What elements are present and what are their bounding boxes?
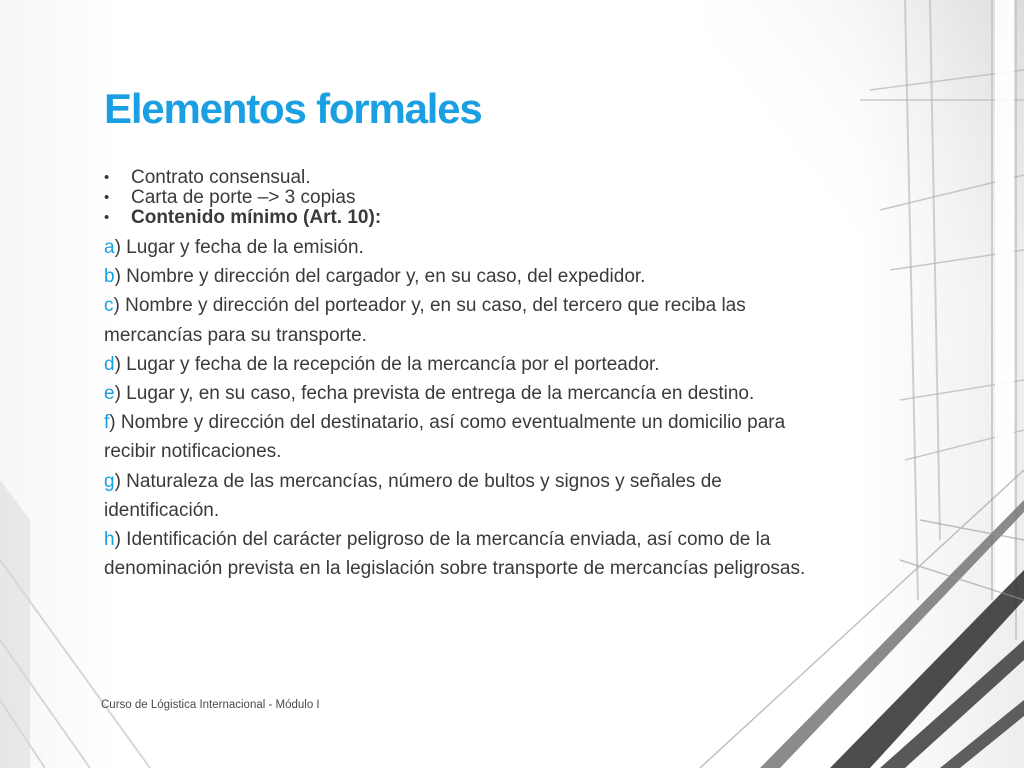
item-letter: c	[104, 295, 114, 317]
item-text: ) Nombre y dirección del cargador y, en su caso, del expedidor.	[114, 266, 646, 288]
bullet-dot-icon: •	[104, 189, 110, 206]
content-item	[104, 525, 824, 583]
bullet-list	[104, 168, 381, 228]
item-text: ) Nombre y dirección del destinatario, así como eventualmente un domicilio para recibir notificaciones.	[104, 412, 786, 463]
content-item	[104, 262, 824, 291]
bullet-item	[104, 168, 381, 188]
item-letter: g	[104, 470, 115, 492]
item-text: ) Naturaleza de las mercancías, número de bultos y signos y señales de identificación.	[104, 470, 722, 521]
content-item	[104, 350, 824, 379]
content-item	[104, 291, 824, 349]
content-item	[104, 467, 824, 525]
bullet-dot-icon: •	[104, 209, 110, 226]
bullet-text: Contrato consensual.	[131, 167, 311, 188]
bullet-dot-icon: •	[104, 169, 110, 186]
item-text: ) Nombre y dirección del porteador y, en su caso, del tercero que reciba las mercancías para su transporte.	[104, 295, 746, 346]
slide-title: Elementos formales	[104, 85, 482, 132]
item-letter: f	[104, 412, 110, 434]
content-items	[104, 233, 824, 583]
item-letter: b	[104, 266, 115, 288]
item-letter: h	[104, 529, 115, 551]
item-text: ) Lugar y fecha de la emisión.	[114, 237, 364, 258]
item-text: ) Lugar y, en su caso, fecha prevista de entrega de la mercancía en destino.	[114, 383, 755, 405]
item-letter: a	[104, 237, 115, 258]
item-text: ) Lugar y fecha de la recepción de la mercancía por el porteador.	[114, 353, 660, 375]
content-item	[104, 379, 824, 408]
bullet-text: Contenido mínimo (Art. 10):	[131, 207, 382, 228]
item-text: ) Identificación del carácter peligroso de la mercancía enviada, así como de la denominación prevista en la legislación sobre transporte de mercancías peligrosas.	[104, 529, 806, 580]
bullet-text: Carta de porte –> 3 copias	[131, 187, 356, 208]
slide-footer: Curso de Lógistica Internacional - Módulo I	[101, 699, 320, 711]
bullet-item	[104, 188, 381, 208]
bullet-item	[104, 208, 381, 228]
item-letter: e	[104, 383, 115, 405]
content-item	[104, 408, 824, 466]
content-item	[104, 233, 824, 262]
item-letter: d	[104, 353, 115, 375]
